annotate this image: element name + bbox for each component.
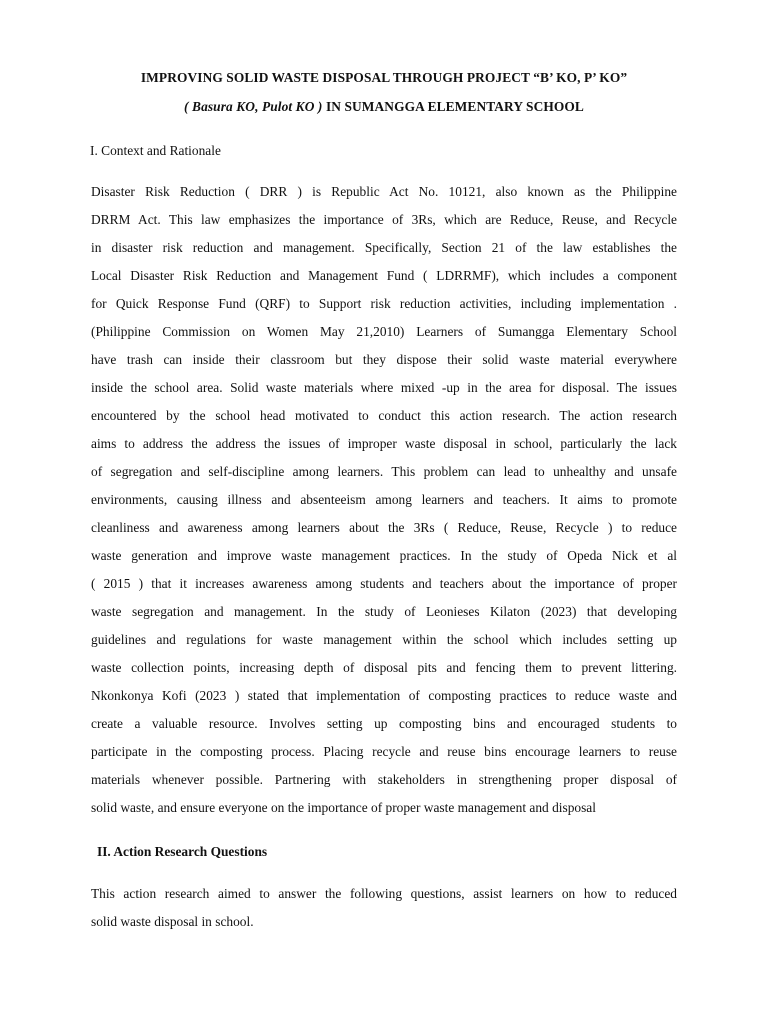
questions-paragraph xyxy=(91,880,677,936)
paragraph-line: cleanliness and awareness among learners about the 3Rs ( Reduce, Reuse, Recycle ) to reduce xyxy=(91,520,677,535)
document-title-line-1: IMPROVING SOLID WASTE DISPOSAL THROUGH PROJECT “B’ KO, P’ KO” xyxy=(140,70,628,85)
paragraph-line: DRRM Act. This law emphasizes the importance of 3Rs, which are Reduce, Reuse, and Recycle xyxy=(91,212,677,227)
paragraph-line: inside the school area. Solid waste materials where mixed -up in the area for disposal. The issues xyxy=(91,380,677,395)
paragraph-line: Nkonkonya Kofi (2023 ) stated that implementation of composting practices to reduce waste and xyxy=(91,688,677,703)
paragraph-line: waste generation and improve waste management practices. In the study of Opeda Nick et al xyxy=(91,548,677,563)
paragraph-line: aims to address the address the issues of improper waste disposal in school, particularly the lack xyxy=(91,436,677,451)
paragraph-line: in disaster risk reduction and management. Specifically, Section 21 of the law establishes the xyxy=(91,240,677,255)
paragraph-line: ( 2015 ) that it increases awareness among students and teachers about the importance of proper xyxy=(91,576,677,591)
paragraph-line: Disaster Risk Reduction ( DRR ) is Republic Act No. 10121, also known as the Philippine xyxy=(91,184,677,199)
paragraph-line: guidelines and regulations for waste management within the school which includes setting up xyxy=(91,632,677,647)
context-paragraph xyxy=(91,178,677,822)
title-italic-part: ( Basura KO, Pulot KO ) xyxy=(184,99,323,114)
paragraph-line: create a valuable resource. Involves setting up composting bins and encouraged students to xyxy=(91,716,677,731)
paragraph-line: of segregation and self-discipline among learners. This problem can lead to unhealthy and unsafe xyxy=(91,464,677,479)
title-rest-part: IN SUMANGGA ELEMENTARY SCHOOL xyxy=(322,99,584,114)
paragraph-line: waste collection points, increasing depth of disposal pits and fencing them to prevent littering. xyxy=(91,660,677,675)
paragraph-line: Local Disaster Risk Reduction and Management Fund ( LDRRMF), which includes a component xyxy=(91,268,677,283)
paragraph-line: This action research aimed to answer the following questions, assist learners on how to reduced xyxy=(91,886,677,901)
paragraph-line: environments, causing illness and absenteeism among learners and teachers. It aims to promote xyxy=(91,492,677,507)
paragraph-line: have trash can inside their classroom but they dispose their solid waste material everywhere xyxy=(91,352,677,367)
paragraph-line: (Philippine Commission on Women May 21,2010) Learners of Sumangga Elementary School xyxy=(91,324,677,339)
paragraph-line: waste segregation and management. In the study of Leonieses Kilaton (2023) that developing xyxy=(91,604,677,619)
paragraph-line: materials whenever possible. Partnering with stakeholders in strengthening proper disposal of xyxy=(91,772,677,787)
paragraph-line: participate in the composting process. Placing recycle and reuse bins encourage learners to reuse xyxy=(91,744,677,759)
section-heading-context: I. Context and Rationale xyxy=(90,143,221,158)
paragraph-line: solid waste disposal in school. xyxy=(91,914,254,929)
document-title-line-2 xyxy=(0,99,768,115)
paragraph-line: solid waste, and ensure everyone on the importance of proper waste management and disposal xyxy=(91,800,596,815)
paragraph-line: for Quick Response Fund (QRF) to Support risk reduction activities, including implementation . xyxy=(91,296,677,311)
section-heading-questions: II. Action Research Questions xyxy=(97,844,268,859)
paragraph-line: encountered by the school head motivated to conduct this action research. The action research xyxy=(91,408,677,423)
